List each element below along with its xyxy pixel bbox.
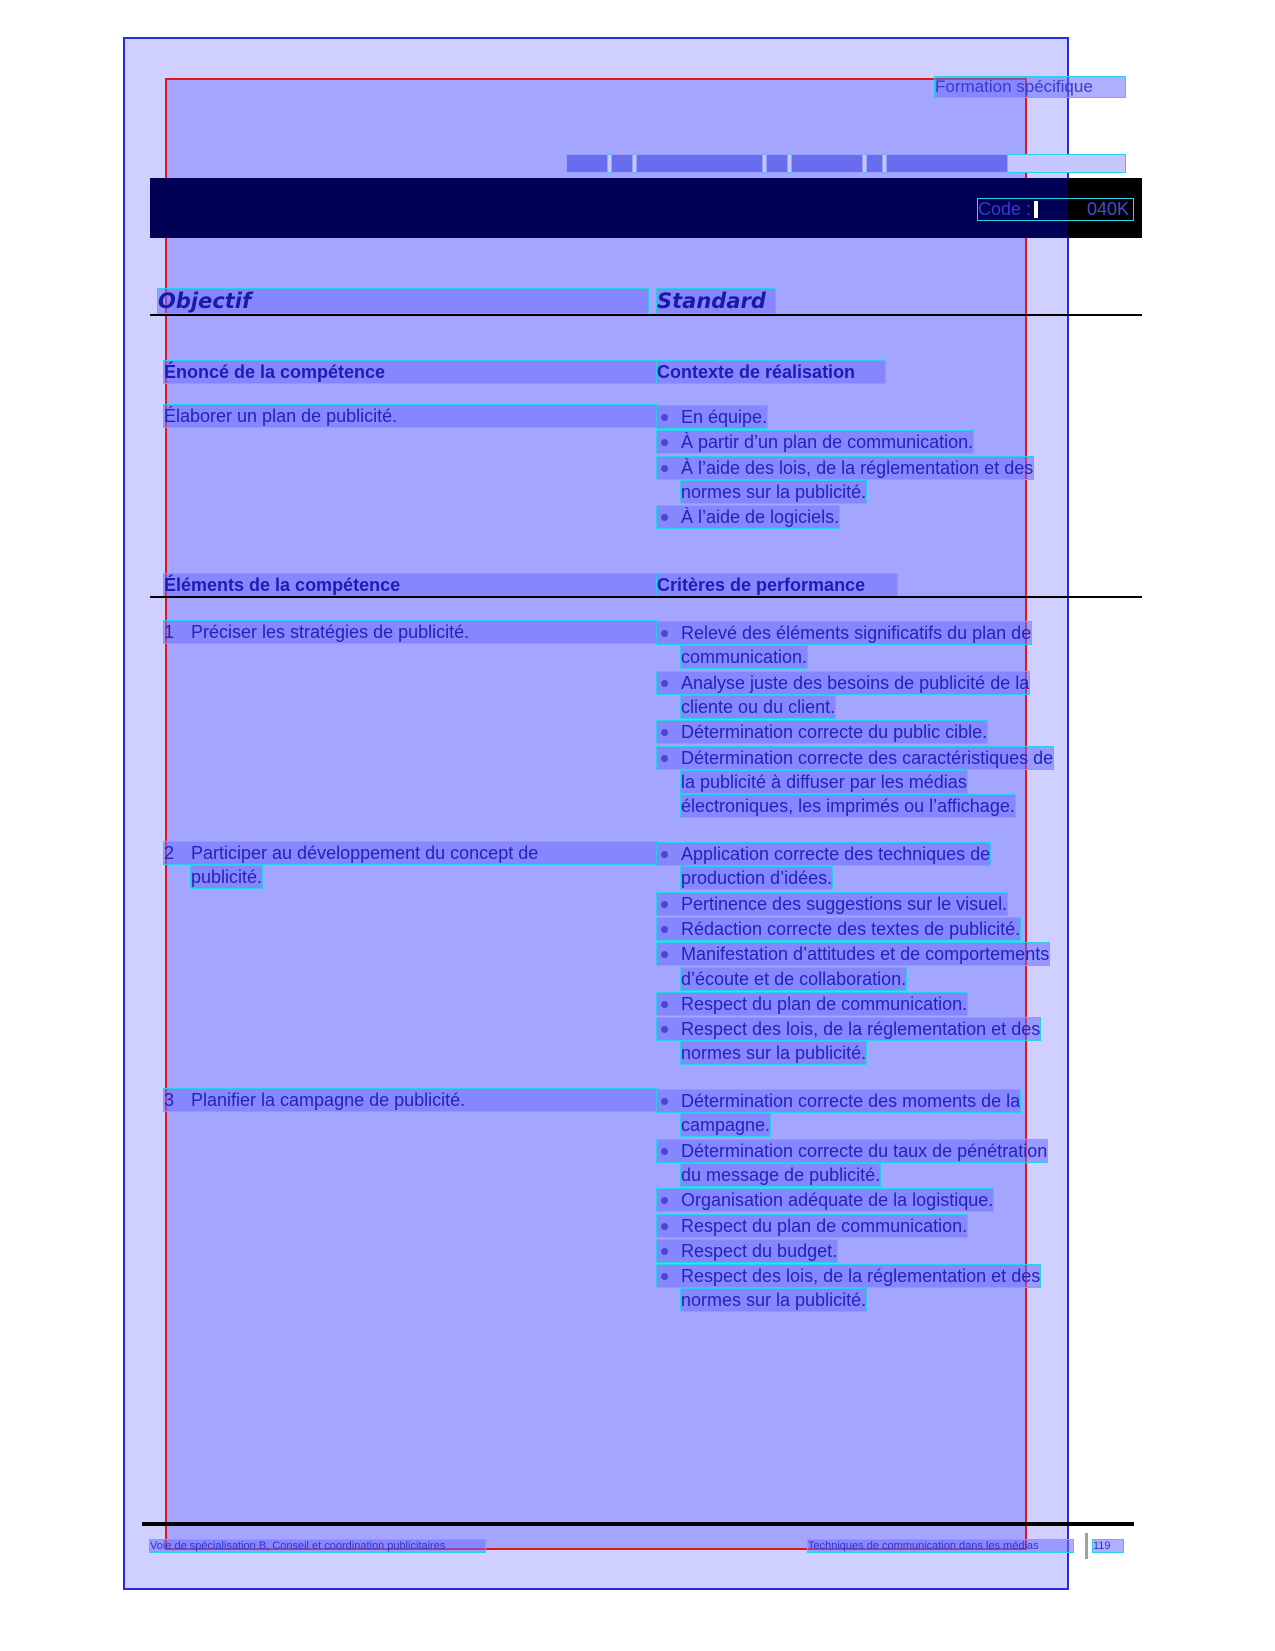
element-text: Participer au développement du concept de [191,843,539,863]
criteria-line: Respect du budget. [657,1240,837,1262]
page-number: 119 [1093,1540,1123,1552]
criteria-line: Détermination correcte du public cible. [657,721,987,743]
criteria-line: normes sur la publicité. [681,1043,867,1064]
criteria-line: À partir d’un plan de communication. [657,431,973,453]
element-number: 1 [164,622,175,642]
criteria-line: Analyse juste des besoins de publicité de la [657,672,1029,694]
criteria-line: À l’aide de logiciels. [657,506,839,528]
element-number: 3 [164,1090,175,1110]
criteria-line: Application correcte des techniques de [657,843,990,865]
element-number: 2 [164,843,175,863]
criteria-line: En équipe. [657,406,767,428]
criteria-line: d’écoute et de collaboration. [681,968,907,989]
standard-heading: Standard [657,289,775,313]
statement-heading: Énoncé de la compétence [164,361,657,383]
context-heading: Contexte de réalisation [657,361,885,383]
elements-divider [150,596,1142,598]
strip-segment [767,155,787,172]
footer-course: Techniques de communication dans les médias [808,1540,1073,1552]
criteria-line: Pertinence des suggestions sur le visuel. [657,893,1007,915]
competence-statement: Élaborer un plan de publicité. [164,405,657,427]
footer-separator [1085,1533,1088,1559]
criteria-line: Respect du plan de communication. [657,1215,967,1237]
element-item [164,1089,657,1111]
document-section-title: Formation spécifique [935,77,1125,97]
criteria-line: Respect du plan de communication. [657,993,967,1015]
strip-segment [792,155,862,172]
element-text: Planifier la campagne de publicité. [191,1090,466,1110]
code-label: Code : [978,199,1032,219]
section-divider [150,314,1142,316]
criteria-line: Respect des lois, de la réglementation et des [657,1018,1040,1040]
criteria-line: Rédaction correcte des textes de publicité. [657,918,1020,940]
strip-segment [612,155,632,172]
criteria-line: Respect des lois, de la réglementation et des [657,1265,1040,1287]
criteria-line: Relevé des éléments significatifs du plan de [657,622,1031,644]
criteria-line: normes sur la publicité. [681,1290,867,1311]
footer-program: Voie de spécialisation B, Conseil et coordination publicitaires [150,1540,485,1552]
strip-segment [637,155,762,172]
criteria-line: À l’aide des lois, de la réglementation et des [657,457,1033,479]
criteria-line: Détermination correcte des caractéristiques de [657,747,1053,769]
criteria-line: communication. [681,647,808,668]
objective-heading: Objectif [158,289,648,313]
competency-code [978,199,1133,220]
strip-segment [867,155,882,172]
criteria-line: Manifestation d’attitudes et de comportements [657,943,1049,965]
criteria-line: campagne. [681,1115,771,1136]
criteria-line: normes sur la publicité. [681,481,867,502]
element-text: Préciser les stratégies de publicité. [191,622,470,642]
code-value: 040K [1086,199,1129,219]
criteria-line: du message de publicité. [681,1164,881,1185]
criteria-line: Organisation adéquate de la logistique. [657,1189,993,1211]
strip-segment [567,155,607,172]
criteria-line: cliente ou du client. [681,696,836,717]
strip-segment [887,155,1007,172]
code-separator [1034,201,1038,218]
element-item [164,842,657,864]
criteria-line: électroniques, les imprimés ou l’affichage. [681,796,1015,817]
footer-rule [142,1522,1134,1526]
elements-heading: Éléments de la compétence [164,574,657,596]
criteria-line: production d’idées. [681,868,833,889]
criteria-heading: Critères de performance [657,574,897,596]
criteria-line: la publicité à diffuser par les médias [681,771,967,792]
header-decorative-strip [567,155,1125,172]
criteria-line: Détermination correcte du taux de pénétration [657,1140,1047,1162]
criteria-line: Détermination correcte des moments de la [657,1090,1020,1112]
element-item [164,621,657,643]
element-text: publicité. [191,867,263,888]
